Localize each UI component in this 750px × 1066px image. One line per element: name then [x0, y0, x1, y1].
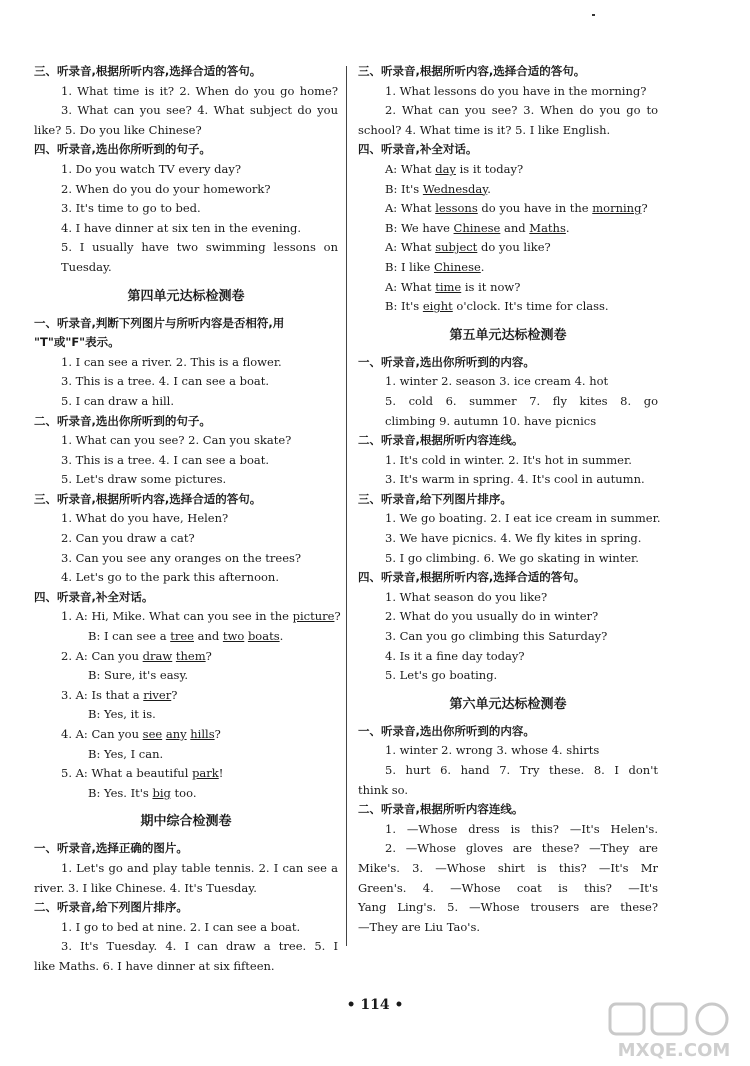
dialogue-line — [34, 764, 338, 784]
text-line: 1. I go to bed at nine. 2. I can see a boat. — [61, 919, 301, 934]
dialogue-line — [34, 725, 338, 745]
text-segment: . — [565, 220, 570, 235]
section-heading: 三、听录音,根据所听内容,选择合适的答句。 — [358, 64, 586, 78]
answer-blank: subject — [435, 240, 478, 255]
text-segment: do you have in the — [477, 201, 593, 216]
text-line: 2. When do you do your homework? — [61, 181, 271, 196]
text-line: 1. Do you watch TV every day? — [61, 161, 242, 176]
section-heading: 四、听录音,补全对话。 — [34, 589, 154, 604]
dialogue-line — [358, 219, 658, 239]
text-segment: B: It's — [385, 181, 423, 196]
section-heading: "T"或"F"表示。 — [34, 335, 120, 350]
section-heading: 二、听录音,根据所听内容连线。 — [358, 802, 524, 817]
text-line: 3. Can you see any oranges on the trees? — [61, 550, 302, 565]
unit-title: 期中综合检测卷 — [140, 814, 232, 830]
text-segment: . — [279, 629, 284, 644]
answer-blank: picture — [292, 609, 335, 624]
dialogue-line — [358, 278, 658, 298]
dialogue-line — [34, 647, 338, 667]
text-line: 5. cold 6. summer 7. fly kites 8. go — [385, 393, 658, 408]
answer-blank: Chinese — [433, 259, 481, 274]
text-line: 5. Let's draw some pictures. — [61, 472, 227, 487]
text-line: 1. Let's go and play table tennis. 2. I can see a — [61, 860, 338, 875]
text-segment: ? — [214, 727, 221, 741]
answer-blank: two — [222, 629, 245, 644]
text-line: like Maths. 6. I have dinner at six fifteen. — [34, 958, 275, 973]
answer-blank: eight — [422, 299, 453, 314]
text-segment: is it now? — [461, 279, 521, 294]
answer-blank: time — [435, 279, 462, 294]
text-segment: too. — [170, 785, 197, 800]
section-heading: 二、听录音,选出你所听到的句子。 — [34, 413, 211, 428]
watermark-text: MXQE.COM — [617, 1040, 731, 1061]
unit-title: 第六单元达标检测卷 — [449, 696, 567, 712]
answer-blank: them — [175, 648, 206, 663]
dialogue-line — [358, 180, 658, 200]
text-segment: 4. A: Can you — [61, 727, 143, 741]
text-line: 2. What do you usually do in winter? — [385, 609, 599, 624]
text-line: 1. I can see a river. 2. This is a flower. — [61, 354, 282, 369]
section-heading: 三、听录音,给下列图片排序。 — [358, 491, 512, 506]
text-line: 5. I go climbing. 6. We go skating in winter. — [385, 550, 639, 565]
page-number: • 114 • — [346, 997, 404, 1013]
text-line: 1. winter 2. wrong 3. whose 4. shirts — [385, 743, 600, 758]
text-line: river. 3. I like Chinese. 4. It's Tuesday. — [34, 880, 257, 895]
dialogue-line — [358, 297, 658, 317]
text-line: 3. It's Tuesday. 4. I can draw a tree. 5. I — [61, 939, 338, 954]
section-heading: 一、听录音,判断下列图片与所听内容是否相符,用 — [34, 315, 285, 330]
text-line: 2. What can you see? 3. When do you go to — [385, 103, 658, 118]
text-segment: o'clock. It's time for class. — [452, 299, 609, 314]
text-segment: ? — [171, 687, 178, 702]
text-segment: and — [193, 629, 223, 644]
section-heading: 一、听录音,选择正确的图片。 — [34, 841, 188, 856]
answer-blank: Chinese — [453, 220, 501, 235]
text-line: 1. It's cold in winter. 2. It's hot in summer. — [385, 452, 632, 467]
unit-title: 第五单元达标检测卷 — [449, 327, 567, 343]
text-line: 3. What can you see? 4. What subject do you — [61, 103, 338, 118]
text-segment: ? — [334, 609, 341, 624]
answer-blank: see — [142, 727, 163, 741]
text-line: 2. Can you draw a cat? — [61, 531, 195, 546]
answer-blank: boats — [247, 629, 280, 644]
answer-blank: day — [435, 161, 456, 176]
text-segment: 1. A: Hi, Mike. What can you see in the — [61, 609, 293, 624]
answer-blank: river — [143, 687, 172, 702]
dialogue-line — [34, 686, 338, 706]
text-segment: A: What — [385, 161, 436, 176]
section-heading: 一、听录音,选出你所听到的内容。 — [358, 354, 535, 369]
text-line: 1. What season do you like? — [385, 589, 548, 604]
text-segment: 2. A: Can you — [61, 648, 143, 663]
answer-blank: park — [192, 766, 219, 781]
answer-blank: lessons — [435, 201, 478, 216]
left-column — [34, 62, 341, 977]
right-column — [358, 62, 661, 937]
text-line: 5. Let's go boating. — [385, 668, 498, 683]
answer-blank: big — [152, 785, 171, 800]
text-line: Mike's. 3. —Whose shirt is this? —It's Mr — [358, 860, 658, 875]
text-line: 4. Is it a fine day today? — [385, 648, 525, 663]
watermark-logo — [604, 1000, 744, 1062]
dialogue-line — [358, 199, 658, 219]
text-segment: . — [487, 181, 491, 196]
text-line: 1. What do you have, Helen? — [61, 511, 229, 526]
text-line: 1. What time is it? 2. When do you go home? — [61, 83, 338, 98]
section-heading: 三、听录音,根据所听内容,选择合适的答句。 — [34, 491, 262, 506]
text-line: B: Yes, it is. — [88, 707, 156, 722]
text-segment: A: What — [385, 240, 436, 255]
text-line: B: Yes, I can. — [88, 746, 164, 761]
column-divider — [346, 66, 347, 946]
answer-blank: Wednesday — [422, 181, 488, 196]
text-line: Tuesday. — [61, 259, 112, 274]
text-line: climbing 9. autumn 10. have picnics — [385, 413, 597, 428]
text-line: 3. It's warm in spring. 4. It's cool in autumn. — [385, 472, 645, 487]
text-line: 1. winter 2. season 3. ice cream 4. hot — [385, 374, 609, 389]
answer-blank: draw — [142, 648, 173, 663]
text-line: —They are Liu Tao's. — [358, 919, 481, 934]
text-line: B: Sure, it's easy. — [88, 668, 189, 683]
text-line: 1. What can you see? 2. Can you skate? — [61, 433, 292, 448]
text-segment: . — [480, 259, 485, 274]
dialogue-line — [358, 238, 658, 258]
text-line: 2. —Whose gloves are these? —They are — [385, 841, 658, 856]
text-segment: do you like? — [477, 240, 551, 255]
text-line: 5. I can draw a hill. — [61, 393, 175, 408]
section-heading: 一、听录音,选出你所听到的内容。 — [358, 723, 535, 738]
text-segment: B: I like — [385, 259, 434, 274]
text-segment: B: It's — [385, 299, 423, 314]
text-line: 4. Let's go to the park this afternoon. — [61, 570, 279, 585]
scan-mark — [592, 14, 595, 16]
text-line: 3. This is a tree. 4. I can see a boat. — [61, 374, 270, 389]
text-segment: ! — [218, 766, 224, 781]
answer-blank: hills — [190, 727, 215, 741]
text-segment: B: I can see a — [88, 629, 171, 644]
dialogue-line — [358, 160, 658, 180]
text-line: school? 4. What time is it? 5. I like English. — [358, 122, 611, 137]
text-line: Yang Ling's. 5. —Whose trousers are these? — [358, 900, 658, 915]
text-segment: B: Yes. It's — [88, 785, 153, 800]
text-line: 3. It's time to go to bed. — [61, 201, 201, 216]
answer-blank: morning — [592, 201, 642, 216]
text-line: 5. hurt 6. hand 7. Try these. 8. I don't — [385, 763, 658, 777]
text-line: 5. I usually have two swimming lessons on — [61, 240, 338, 255]
text-segment: is it today? — [455, 161, 524, 176]
section-heading: 二、听录音,给下列图片排序。 — [34, 900, 188, 915]
section-heading: 三、听录音,根据所听内容,选择合适的答句。 — [34, 64, 262, 78]
dialogue-line — [34, 627, 338, 647]
section-heading: 四、听录音,根据所听内容,选择合适的答句。 — [358, 570, 586, 585]
text-line: think so. — [358, 782, 409, 797]
section-heading: 四、听录音,选出你所听到的句子。 — [34, 142, 211, 157]
text-line: 3. Can you go climbing this Saturday? — [385, 629, 608, 644]
text-segment: A: What — [385, 201, 436, 216]
text-line: 1. We go boating. 2. I eat ice cream in summer. — [385, 511, 661, 526]
text-line: Green's. 4. —Whose coat is this? —It's — [358, 880, 658, 895]
text-line: 3. This is a tree. 4. I can see a boat. — [61, 452, 270, 467]
text-line: 1. What lessons do you have in the morning? — [385, 83, 647, 98]
text-segment: ? — [641, 201, 648, 216]
text-segment: ? — [205, 648, 212, 663]
unit-title: 第四单元达标检测卷 — [127, 288, 245, 304]
text-segment: B: We have — [385, 220, 454, 235]
text-line: 3. We have picnics. 4. We fly kites in spring. — [385, 531, 642, 546]
dialogue-line — [34, 607, 341, 627]
text-line: 1. —Whose dress is this? —It's Helen's. — [385, 821, 658, 836]
answer-blank: tree — [170, 629, 194, 644]
text-segment: and — [500, 220, 530, 235]
answer-blank: Maths — [529, 220, 566, 235]
text-line: like? 5. Do you like Chinese? — [34, 122, 202, 137]
answer-blank: any — [165, 727, 187, 741]
text-segment: A: What — [385, 279, 436, 294]
text-line: 4. I have dinner at six ten in the evening. — [61, 220, 302, 235]
dialogue-line — [34, 784, 338, 804]
dialogue-line — [358, 258, 658, 278]
text-segment: 3. A: Is that a — [61, 687, 144, 702]
section-heading: 四、听录音,补全对话。 — [358, 142, 478, 157]
text-segment: 5. A: What a beautiful — [61, 766, 193, 781]
section-heading: 二、听录音,根据所听内容连线。 — [358, 433, 524, 448]
